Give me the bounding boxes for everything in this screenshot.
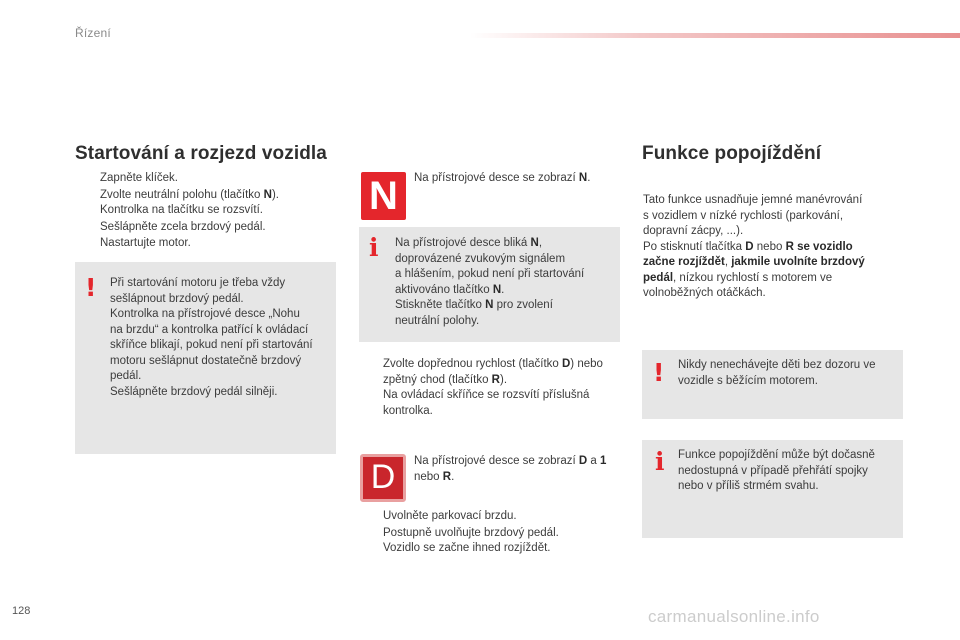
header-gradient-bar (470, 33, 960, 38)
list-item: Zvolte neutrální polohu (tlačítko N). Kontrolka na tlačítku se rozsvítí. (100, 188, 279, 216)
gear-d-indicator-icon: D (360, 454, 406, 502)
creep-warning-box (642, 350, 903, 419)
gear-n-indicator-icon: N (361, 172, 406, 220)
list-item: Zapněte klíček. (100, 172, 178, 184)
left-section-title: Startování a rozjezd vozidla (75, 143, 327, 164)
warning-icon: ! (653, 358, 665, 387)
creep-info-text: Funkce popojíždění může být dočasně nedostupná v případě přehřátí spojky nebo v příliš strmém svahu. (678, 449, 875, 492)
page-number: 128 (12, 605, 31, 617)
info-icon: i (369, 233, 379, 262)
start-steps-list (77, 171, 327, 253)
list-item: Sešlápněte zcela brzdový pedál. (100, 220, 266, 233)
list-item: Postupně uvolňujte brzdový pedál. Vozidlo se začne ihned rozjíždět. (383, 526, 559, 554)
list-item: Nastartujte motor. (100, 237, 191, 249)
neutral-info-text: Na přístrojové desce bliká N, doprovázené zvukovým signálem a hlášením, pokud není při startování aktivováno tlačítko N. Stiskněte tlačítko N pro zvolení neutrální polohy. (395, 237, 585, 327)
section-label: Řízení (75, 26, 111, 40)
info-icon: i (655, 447, 665, 476)
creep-description: Tato funkce usnadňuje jemné manévrování s vozidlem v nízké rychlosti (parkování, dopravní zácpy, ...). Po stisknutí tlačítka D nebo R se vozidlo začne rozjíždět, jakmile uvolníte brzdový pedál, nízkou rychlostí s motorem ve volnoběžných otáčkách. (643, 194, 865, 299)
display-n-text: Na přístrojové desce se zobrazí N. (414, 172, 591, 184)
creep-info-box (642, 440, 903, 538)
list-item: Uvolněte parkovací brzdu. (383, 510, 517, 522)
warning-icon: ! (85, 273, 97, 302)
neutral-info-box (359, 227, 620, 342)
start-warning-box (75, 262, 336, 454)
display-d-text: Na přístrojové desce se zobrazí D a 1 nebo R. (414, 455, 607, 483)
start-warning-text: Při startování motoru je třeba vždy sešlápnout brzdový pedál. Kontrolka na přístrojové desce „Nohu na brzdu“ a kontrolka patřící k ovládací skříňce blikají, pokud není při startování motoru sešlápnut dostatečně brzdový pedál. Sešlápněte brzdový pedál silněji. (110, 277, 313, 398)
creep-warning-text: Nikdy nenechávejte děti bez dozoru ve vozidle s běžícím motorem. (678, 359, 876, 387)
drive-step-list (360, 357, 625, 420)
release-steps-list (360, 509, 625, 558)
watermark: carmanualsonline.info (648, 607, 820, 626)
right-section-title: Funkce popojíždění (642, 143, 822, 164)
list-item: Zvolte dopřednou rychlost (tlačítko D) nebo zpětný chod (tlačítko R). Na ovládací skříňce se rozsvítí příslušná kontrolka. (383, 358, 603, 417)
